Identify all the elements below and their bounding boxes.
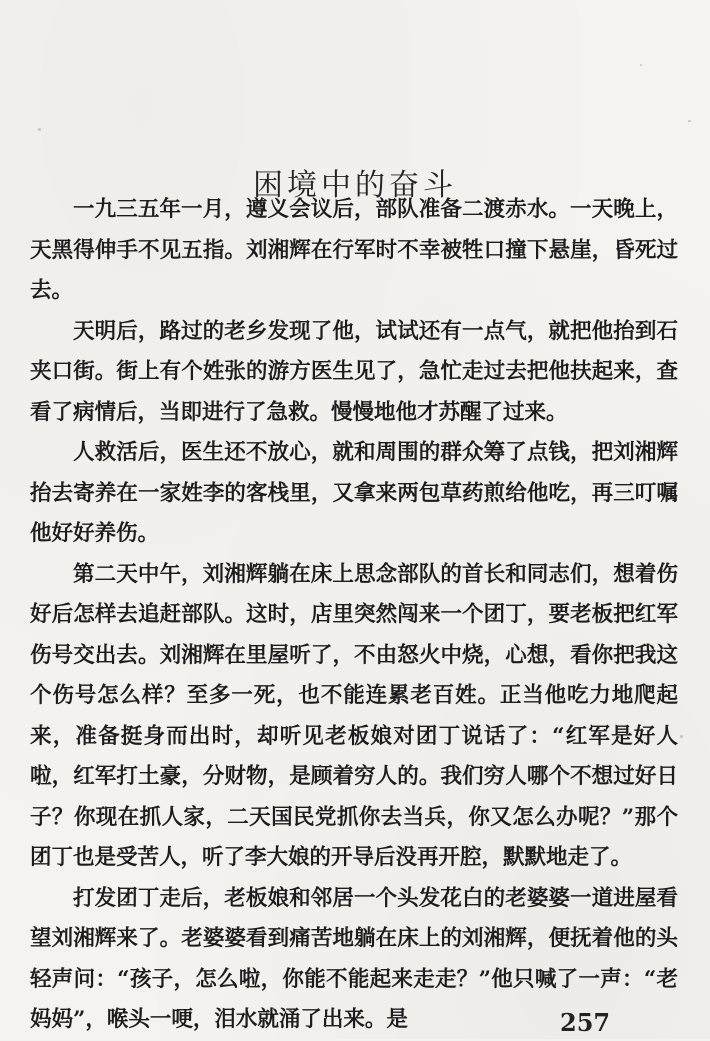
paragraph: 第二天中午，刘湘辉躺在床上思念部队的首长和同志们，想着伤好后怎样去追赶部队。这时，店里突然闯来一个团丁，要老板把红军伤号交出去。刘湘辉在里屋听了，不由怒火中烧，心想，看你把我这个伤号怎么样？至多一死，也不能连累老百姓。正当他吃力地爬起来，准备挺身而出时，却听见老板娘对团丁说话了：“红军是好人啦，红军打土豪，分财物，是顾着穷人的。我们穷人哪个不想过好日子？你现在抓人家，二天国民党抓你去当兵，你又怎么办呢？”那个团丁也是受苦人，听了李大娘的开导后没再开腔，默默地走了。 (30, 561, 678, 870)
paragraph: 一九三五年一月，遵义会议后，部队准备二渡赤水。一天晚上，天黑得伸手不见五指。刘湘辉在行军时不幸被牲口撞下悬崖，昏死过去。 (30, 197, 678, 303)
article-body (30, 190, 678, 1041)
page-number: 257 (560, 1008, 611, 1037)
scan-speck (688, 120, 691, 122)
scan-speck (680, 735, 683, 738)
paragraph: 人救活后，医生还不放心，就和周围的群众筹了点钱，把刘湘辉抬去寄养在一家姓李的客栈里，又拿来两包草药煎给他吃，再三叮嘱他好好养伤。 (30, 440, 678, 546)
scan-speck (640, 64, 642, 66)
scan-speck (38, 128, 41, 131)
paragraph: 天明后，路过的老乡发现了他，试试还有一点气，就把他抬到石夹口街。街上有个姓张的游方医生见了，急忙走过去把他扶起来，查看了病情后，当即进行了急救。慢慢地他才苏醒了过来。 (30, 318, 678, 425)
paragraph: 打发团丁走后，老板娘和邻居一个头发花白的老婆婆一道进屋看望刘湘辉来了。老婆婆看到痛苦地躺在床上的刘湘辉，便抚着他的头轻声问：“孩子，怎么啦，你能不能起来走走？”他只喊了一声：“老妈妈”，喉头一哽，泪水就涌了出来。是 (30, 885, 678, 1032)
page-title: 困境中的奋斗 (253, 168, 457, 204)
